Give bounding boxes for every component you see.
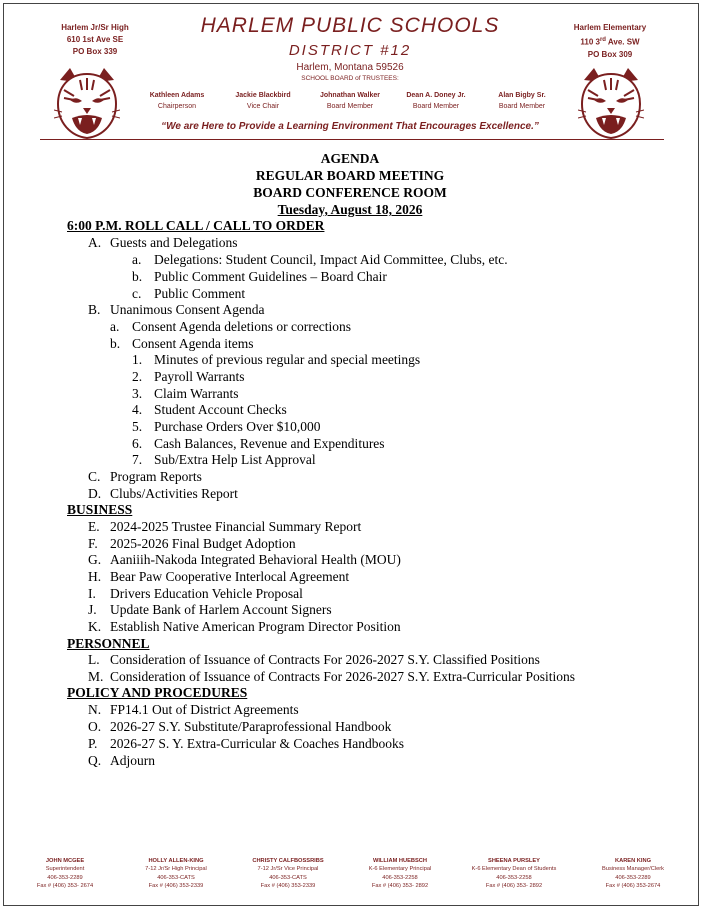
item-marker: 5. <box>132 419 143 434</box>
district-title: DISTRICT #12 <box>288 42 412 59</box>
agenda-heading: AGENDA <box>320 151 380 166</box>
city-line: Harlem, Montana 59526 <box>296 62 404 73</box>
staff-phone: 406-353-CATS <box>157 874 195 881</box>
right-school-pobox: PO Box 309 <box>587 49 633 59</box>
agenda-item-A-c <box>132 285 245 302</box>
item-marker: L. <box>88 652 100 667</box>
item-text: Purchase Orders Over $10,000 <box>154 419 321 434</box>
item-marker: a. <box>132 252 142 267</box>
item-text: Consent Agenda items <box>132 336 254 351</box>
item-marker: a. <box>110 319 120 334</box>
agenda-item-C <box>88 468 202 485</box>
staff-phone: 406-353-CATS <box>269 874 307 881</box>
staff-phone: 406-353-2258 <box>496 874 532 881</box>
trustee-role: Chairperson <box>157 103 197 110</box>
street-name: Ave. SW <box>605 37 640 47</box>
staff-title: K-6 Elementary Dean of Students <box>471 866 557 873</box>
agenda-item-N <box>88 701 299 718</box>
item-text: Unanimous Consent Agenda <box>110 302 265 317</box>
item-marker: K. <box>88 619 102 634</box>
item-marker: Q. <box>88 753 102 768</box>
footer-staff-1 <box>15 857 115 890</box>
right-school-street <box>555 34 665 49</box>
trustee-role: Board Member <box>326 103 374 110</box>
agenda-item-B-1 <box>132 351 420 368</box>
agenda-item-B-a <box>110 318 351 335</box>
agenda-item-B-7 <box>132 451 316 468</box>
item-marker: 6. <box>132 436 143 451</box>
item-marker: 7. <box>132 452 143 467</box>
item-text: Consideration of Issuance of Contracts For 2026-2027 S.Y. Extra-Curricular Positions <box>110 669 576 684</box>
left-school-street: 610 1st Ave SE <box>66 35 124 44</box>
agenda-item-J <box>88 601 332 618</box>
personnel-heading: PERSONNEL <box>67 636 150 651</box>
agenda-item-B-4 <box>132 401 287 418</box>
staff-fax: Fax # (406) 353-2339 <box>148 882 204 889</box>
staff-fax: Fax # (406) 353-2339 <box>260 882 316 889</box>
item-text: Bear Paw Cooperative Interlocal Agreement <box>110 569 350 584</box>
agenda-title-block <box>150 150 550 218</box>
item-text: 2026-27 S. Y. Extra-Curricular & Coaches Handbooks <box>110 736 404 751</box>
agenda-item-D <box>88 485 238 502</box>
item-text: Drivers Education Vehicle Proposal <box>110 586 303 601</box>
staff-phone: 406-353-2258 <box>382 874 418 881</box>
item-marker: D. <box>88 486 102 501</box>
meeting-date: Tuesday, August 18, 2026 <box>277 202 423 217</box>
staff-phone: 406-353-2289 <box>47 874 83 881</box>
item-text: Establish Native American Program Director Position <box>110 619 401 634</box>
right-school-name: Harlem Elementary <box>573 23 647 32</box>
staff-fax: Fax # (406) 353- 2892 <box>371 882 429 889</box>
left-school-pobox: PO Box 339 <box>72 47 118 56</box>
trustee-name: Kathleen Adams <box>149 92 205 99</box>
agenda-item-B-6 <box>132 435 385 452</box>
trustee-name: Jackie Blackbird <box>235 92 291 99</box>
item-marker: 1. <box>132 352 143 367</box>
item-text: Update Bank of Harlem Account Signers <box>110 602 332 617</box>
item-text: Sub/Extra Help List Approval <box>154 452 316 467</box>
staff-fax: Fax # (406) 353- 2892 <box>485 882 543 889</box>
agenda-item-K <box>88 618 401 635</box>
trustee-name: Alan Bigby Sr. <box>498 92 546 99</box>
staff-name: WILLIAM HUEBSCH <box>372 858 428 864</box>
agenda-item-A <box>88 234 237 251</box>
staff-phone: 406-353-2289 <box>615 874 651 881</box>
item-marker: G. <box>88 552 102 567</box>
item-marker: 4. <box>132 402 143 417</box>
agenda-item-B-5 <box>132 418 320 435</box>
item-marker: C. <box>88 469 101 484</box>
header-divider <box>40 139 664 140</box>
roll-call-heading: 6:00 P.M. ROLL CALL / CALL TO ORDER <box>67 218 325 233</box>
meeting-type: REGULAR BOARD MEETING <box>255 168 445 183</box>
item-text: Consent Agenda deletions or corrections <box>132 319 351 334</box>
staff-title: Superintendent <box>45 866 85 873</box>
item-text: Payroll Warrants <box>154 369 245 384</box>
trustee-name: Johnathan Walker <box>319 92 381 99</box>
agenda-item-O <box>88 718 391 735</box>
footer-staff-4 <box>350 857 450 890</box>
agenda-item-B-3 <box>132 385 239 402</box>
footer-staff-6 <box>583 857 683 890</box>
agenda-item-I <box>88 585 303 602</box>
footer-staff-3 <box>238 857 338 890</box>
staff-title: 7-12 Jr/Sr Vice Principal <box>257 866 319 873</box>
item-text: FP14.1 Out of District Agreements <box>110 702 299 717</box>
trustee-4 <box>391 90 481 112</box>
item-text: Consideration of Issuance of Contracts For 2026-2027 S.Y. Classified Positions <box>110 652 540 667</box>
board-heading: SCHOOL BOARD of TRUSTEES: <box>301 75 399 82</box>
footer-staff-5 <box>461 857 567 890</box>
item-text: Cash Balances, Revenue and Expenditures <box>154 436 385 451</box>
item-text: Minutes of previous regular and special meetings <box>154 352 421 367</box>
item-text: Program Reports <box>110 469 202 484</box>
trustee-3 <box>305 90 395 112</box>
item-marker: F. <box>88 536 98 551</box>
meeting-location: BOARD CONFERENCE ROOM <box>253 185 447 200</box>
item-text: Claim Warrants <box>154 386 239 401</box>
agenda-item-P <box>88 735 404 752</box>
item-marker: N. <box>88 702 102 717</box>
business-heading: BUSINESS <box>67 502 133 517</box>
policy-heading: POLICY AND PROCEDURES <box>67 685 248 700</box>
agenda-item-F <box>88 535 296 552</box>
item-text: Aaniiih-Nakoda Integrated Behavioral Health (MOU) <box>110 552 401 567</box>
agenda-item-H <box>88 568 349 585</box>
staff-fax: Fax # (406) 353-2674 <box>605 882 661 889</box>
item-marker: c. <box>132 286 142 301</box>
item-marker: M. <box>88 669 104 684</box>
item-marker: P. <box>88 736 98 751</box>
item-text: Student Account Checks <box>154 402 287 417</box>
item-marker: E. <box>88 519 100 534</box>
wildcat-mascot-logo-left <box>54 66 120 140</box>
staff-name: SHEENA PURSLEY <box>488 858 540 864</box>
agenda-item-Q <box>88 752 155 769</box>
staff-name: JOHN MCGEE <box>45 858 85 864</box>
item-marker: 3. <box>132 386 143 401</box>
agenda-item-E <box>88 518 361 535</box>
agenda-item-A-b <box>132 268 387 285</box>
item-marker: O. <box>88 719 102 734</box>
item-text: Public Comment <box>154 286 246 301</box>
agenda-item-B-b <box>110 335 254 352</box>
trustee-1 <box>132 90 222 112</box>
item-text: 2025-2026 Final Budget Adoption <box>110 536 296 551</box>
agenda-item-L <box>88 651 540 668</box>
trustee-name: Dean A. Doney Jr. <box>406 92 466 99</box>
item-text: 2026-27 S.Y. Substitute/Paraprofessional Handbook <box>110 719 392 734</box>
staff-name: KAREN KING <box>614 858 652 864</box>
item-text: Delegations: Student Council, Impact Aid Committee, Clubs, etc. <box>154 252 508 267</box>
trustee-role: Board Member <box>498 103 546 110</box>
item-marker: b. <box>110 336 121 351</box>
trustee-role: Board Member <box>412 103 460 110</box>
staff-title: K-6 Elementary Principal <box>368 866 432 873</box>
agenda-item-A-a <box>132 251 508 268</box>
street-number: 110 3 <box>580 37 600 47</box>
staff-title: 7-12 Jr/Sr High Principal <box>145 866 207 873</box>
agenda-item-M <box>88 668 575 685</box>
item-text: 2024-2025 Trustee Financial Summary Report <box>110 519 362 534</box>
staff-title: Business Manager/Clerk <box>602 866 664 873</box>
agenda-item-B <box>88 301 265 318</box>
item-text: Clubs/Activities Report <box>110 486 238 501</box>
ordinal-suffix: rd <box>599 37 606 43</box>
item-marker: J. <box>88 602 97 617</box>
item-marker: I. <box>88 586 96 601</box>
agenda-item-G <box>88 551 401 568</box>
left-school-address <box>40 22 150 58</box>
left-school-name: Harlem Jr/Sr High <box>61 23 129 32</box>
item-marker: 2. <box>132 369 143 384</box>
item-text: Guests and Delegations <box>110 235 238 250</box>
footer-staff-2 <box>126 857 226 890</box>
wildcat-mascot-logo-right <box>578 66 644 140</box>
trustee-role: Vice Chair <box>246 103 280 110</box>
staff-name: HOLLY ALLEN-KING <box>148 858 204 864</box>
staff-fax: Fax # (406) 353- 2674 <box>36 882 94 889</box>
trustee-2 <box>218 90 308 112</box>
item-text: Public Comment Guidelines – Board Chair <box>154 269 387 284</box>
school-title: HARLEM PUBLIC SCHOOLS <box>200 14 500 37</box>
item-marker: H. <box>88 569 102 584</box>
right-school-address <box>555 22 665 61</box>
trustee-5 <box>477 90 567 112</box>
motto: “We are Here to Provide a Learning Environment That Encourages Excellence.” <box>161 121 539 132</box>
item-marker: B. <box>88 302 101 317</box>
agenda-item-B-2 <box>132 368 245 385</box>
item-marker: A. <box>88 235 102 250</box>
item-text: Adjourn <box>110 753 155 768</box>
staff-name: CHRISTY CALFBOSSRIBS <box>252 858 324 864</box>
item-marker: b. <box>132 269 143 284</box>
